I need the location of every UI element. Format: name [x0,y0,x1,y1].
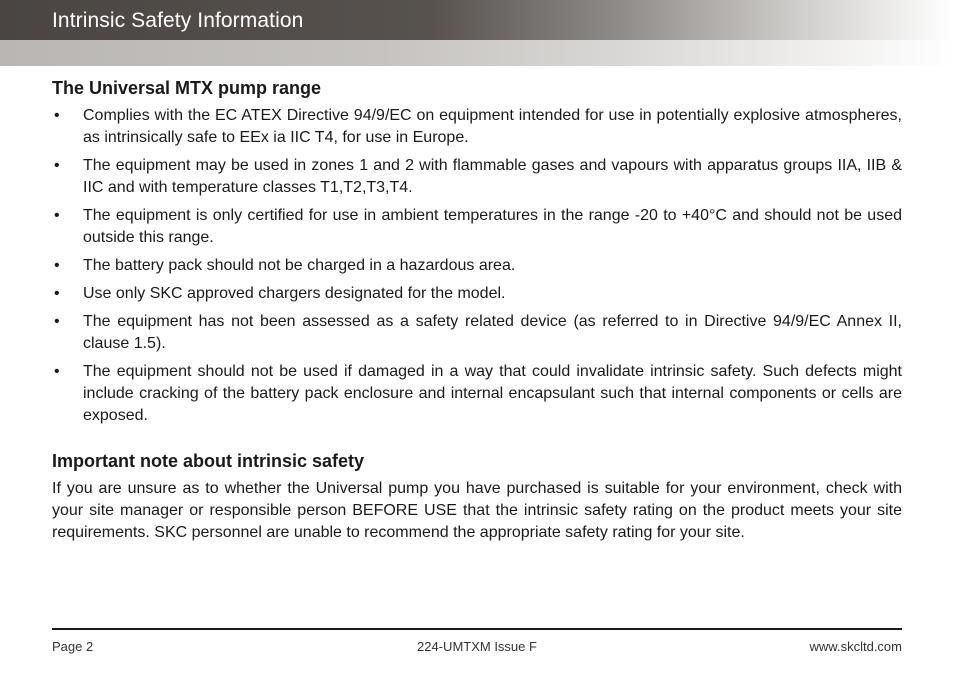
list-item [52,311,902,355]
list-item [52,255,902,277]
list-item [52,361,902,427]
section-heading-important-note: Important note about intrinsic safety [52,451,365,471]
compliance-bullet-list [52,105,902,427]
bullet-icon: • [54,363,60,380]
bullet-text: The equipment may be used in zones 1 and 2 with flammable gases and vapours with apparatus groups IIA, IIB & IIC and with temperature classes T1,T2,T3,T4. [83,157,902,196]
list-item [52,205,902,249]
list-item [52,155,902,199]
note-paragraph: If you are unsure as to whether the Universal pump you have purchased is suitable for your environment, check with your site manager or responsible person BEFORE USE that the intrinsic safety rating on the product meets your site requirements. SKC personnel are unable to recommend the appropriate safety rating for your site. [52,480,902,541]
header-sub-band [0,40,954,66]
bullet-text: The equipment is only certified for use in ambient temperatures in the range -20 to +40°C and should not be used outside this range. [83,207,902,246]
main-content [52,76,902,544]
list-item [52,105,902,149]
bullet-text: Use only SKC approved chargers designated for the model. [83,285,506,302]
bullet-text: The equipment has not been assessed as a safety related device (as referred to in Directive 94/9/EC Annex II, clause 1.5). [83,313,902,352]
bullet-icon: • [54,107,60,124]
bullet-icon: • [54,313,60,330]
section-heading-pump-range: The Universal MTX pump range [52,78,322,98]
website-link[interactable]: www.skcltd.com [809,639,902,654]
bullet-icon: • [54,207,60,224]
bullet-icon: • [54,285,60,302]
document-id: 224-UMTXM Issue F [417,639,537,654]
bullet-icon: • [54,257,60,274]
bullet-icon: • [54,157,60,174]
footer-divider [52,628,902,630]
bullet-text: The equipment should not be used if damaged in a way that could invalidate intrinsic safety. Such defects might include cracking of the battery pack enclosure and internal encapsulant such that internal components or cells are exposed. [83,363,902,424]
bullet-text: Complies with the EC ATEX Directive 94/9/EC on equipment intended for use in potentially explosive atmospheres, as intrinsically safe to EEx ia IIC T4, for use in Europe. [83,107,902,146]
list-item [52,283,902,305]
page-number: Page 2 [52,639,94,654]
bullet-text: The battery pack should not be charged in a hazardous area. [83,257,516,274]
header-bar [0,0,954,40]
page-title: Intrinsic Safety Information [52,9,304,32]
